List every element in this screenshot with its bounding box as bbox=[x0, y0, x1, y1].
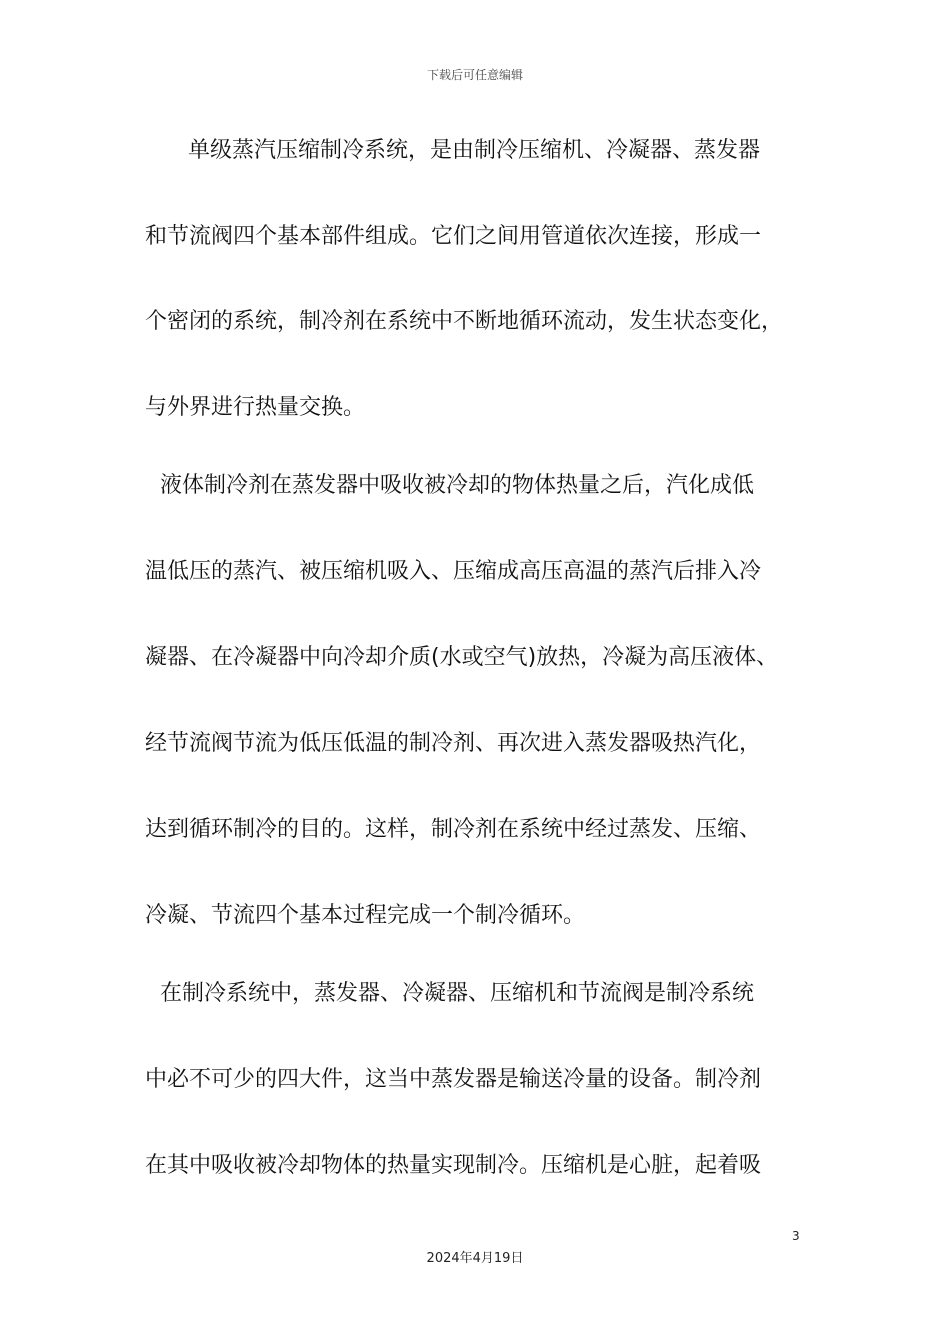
page-header-note: 下载后可任意编辑 bbox=[426, 68, 523, 82]
paragraph-line: 和节流阀四个基本部件组成。它们之间用管道依次连接，形成一 bbox=[145, 224, 762, 249]
paragraph-line: 液体制冷剂在蒸发器中吸收被冷却的物体热量之后，汽化成低 bbox=[160, 473, 755, 498]
paragraph-line: 单级蒸汽压缩制冷系统，是由制冷压缩机、冷凝器、蒸发器 bbox=[188, 138, 761, 163]
paragraph-line: 个密闭的系统，制冷剂在系统中不断地循环流动，发生状态变化， bbox=[145, 309, 784, 334]
paragraph-line: 达到循环制冷的目的。这样，制冷剂在系统中经过蒸发、压缩、 bbox=[145, 817, 762, 842]
paragraph-line: 在其中吸收被冷却物体的热量实现制冷。压缩机是心脏，起着吸 bbox=[145, 1153, 762, 1178]
paragraph-line: 中必不可少的四大件，这当中蒸发器是输送冷量的设备。制冷剂 bbox=[145, 1067, 762, 1092]
footer-date: 2024年4月19日 bbox=[426, 1251, 524, 1266]
paragraph-line: 凝器、在冷凝器中向冷却介质(水或空气)放热，冷凝为高压液体、 bbox=[145, 645, 779, 670]
paragraph-line: 冷凝、节流四个基本过程完成一个制冷循环。 bbox=[145, 903, 586, 928]
paragraph-line: 温低压的蒸汽、被压缩机吸入、压缩成高压高温的蒸汽后排入冷 bbox=[145, 559, 762, 584]
paragraph-line: 在制冷系统中，蒸发器、冷凝器、压缩机和节流阀是制冷系统 bbox=[160, 981, 755, 1006]
paragraph-line: 与外界进行热量交换。 bbox=[145, 395, 366, 420]
page-number: 3 bbox=[792, 1229, 800, 1243]
paragraph-line: 经节流阀节流为低压低温的制冷剂、再次进入蒸发器吸热汽化， bbox=[145, 731, 762, 756]
